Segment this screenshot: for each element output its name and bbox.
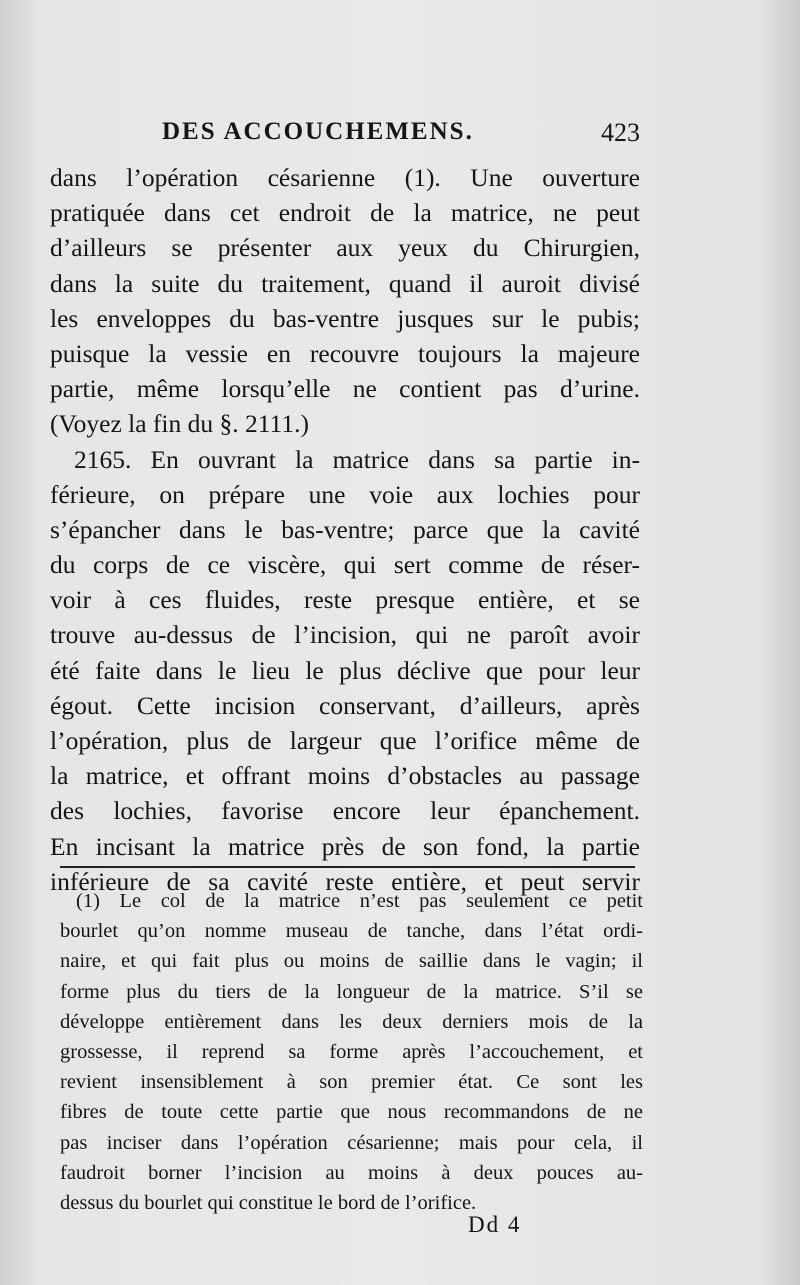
running-title: DES ACCOUCHEMENS.: [162, 118, 474, 145]
text-line: inférieure de sa cavité reste entière, et peut servir: [50, 866, 640, 896]
main-text-block: [50, 160, 640, 899]
text-line: puisque la vessie en recouvre toujours la majeure: [50, 338, 640, 368]
text-line: pratiquée dans cet endroit de la matrice, ne peut: [50, 198, 640, 228]
footnote-separator-rule: [60, 866, 635, 868]
footnote-line: fibres de toute cette partie que nous recommandons de ne: [60, 1101, 643, 1124]
footnote-line: revient insensiblement à son premier état. Ce sont les: [60, 1071, 643, 1094]
paragraph-start-line: 2165. En ouvrant la matrice dans sa partie in-: [74, 444, 640, 474]
page-header: [50, 118, 640, 154]
text-line: la matrice, et offrant moins d’obstacles au passage: [50, 761, 640, 791]
footnote-line: naire, et qui fait plus ou moins de saillie dans le vagin; il: [60, 950, 643, 973]
page-number: 423: [601, 118, 640, 147]
text-line: du corps de ce viscère, qui sert comme de réser-: [50, 550, 640, 580]
text-line: trouve au-dessus de l’incision, qui ne paroît avoir: [50, 620, 640, 650]
text-line: dans l’opération césarienne (1). Une ouverture: [50, 163, 640, 192]
footnote-line: bourlet qu’on nomme museau de tanche, dans l’état ordi-: [60, 920, 643, 943]
text-line: l’opération, plus de largeur que l’orifice même de: [50, 726, 640, 755]
text-line: s’épancher dans le bas-ventre; parce que la cavité: [50, 514, 640, 544]
footnote-line: dessus du bourlet qui constitue le bord de l’orifice.: [60, 1191, 477, 1214]
text-line: d’ailleurs se présenter aux yeux du Chirurgien,: [50, 233, 640, 263]
footnote-line: pas inciser dans l’opération césarienne; mais pour cela, il: [60, 1131, 643, 1154]
text-line: dans la suite du traitement, quand il auroit divisé: [50, 268, 640, 298]
text-line: férieure, on prépare une voie aux lochies pour: [50, 479, 640, 509]
footnote-line: grossesse, il reprend sa forme après l’accouchement, et: [60, 1040, 643, 1063]
text-line: partie, même lorsqu’elle ne contient pas d’urine.: [50, 374, 640, 404]
footnote-line: (1) Le col de la matrice n’est pas seulement ce petit: [76, 890, 643, 912]
text-line: été faite dans le lieu le plus déclive que pour leur: [50, 655, 640, 685]
text-line: les enveloppes du bas-ventre jusques sur le pubis;: [50, 303, 640, 333]
text-line: En incisant la matrice près de son fond, la partie: [50, 831, 640, 861]
printer-signature-mark: Dd 4: [468, 1212, 522, 1237]
text-line: voir à ces fluides, reste presque entière, et se: [50, 585, 640, 615]
footnote-line: faudroit borner l’incision au moins à deux pouces au-: [60, 1161, 643, 1184]
text-line: égout. Cette incision conservant, d’ailleurs, après: [50, 690, 640, 720]
footnote-line: développe entièrement dans les deux derniers mois de la: [60, 1010, 643, 1033]
footnote-block: [60, 886, 643, 1218]
text-line: (Voyez la fin du §. 2111.): [50, 409, 309, 439]
text-line: des lochies, favorise encore leur épanchement.: [50, 796, 640, 826]
footnote-line: forme plus du tiers de la longueur de la matrice. S’il se: [60, 980, 643, 1003]
